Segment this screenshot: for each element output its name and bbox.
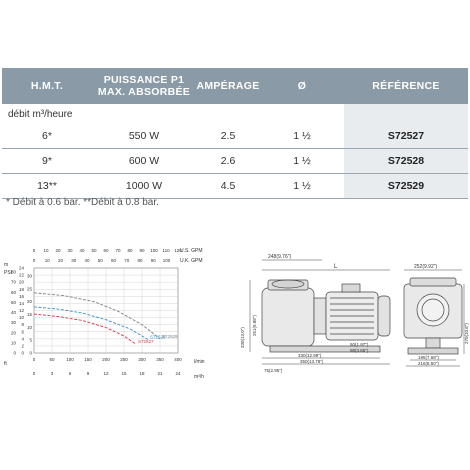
tick-m: 24 (18, 265, 24, 271)
cell-diameter: 1 ½ (260, 149, 344, 174)
dim-front-inner-height: 251(9.88") (252, 315, 257, 336)
tick-m3h: 24 (175, 371, 181, 376)
tick-ukgpm: 100 (162, 258, 171, 263)
tick-lmin: 300 (138, 357, 146, 362)
tick-ft: 80 (10, 269, 16, 275)
tick-psi: 10 (26, 324, 32, 330)
dim-front-small-a: 50(1.97") (350, 342, 369, 347)
cell-hmt: 9* (2, 149, 92, 174)
tick-m: 16 (18, 293, 24, 299)
tick-psi: 15 (26, 312, 32, 317)
table-row (2, 124, 468, 149)
tick-ft: 30 (10, 320, 16, 326)
tick-ukgpm: 0 (32, 258, 36, 263)
dim-side-top-width: 252(9.92") (414, 264, 438, 270)
cell-hmt: 6* (2, 124, 92, 149)
tick-ukgpm: 60 (110, 258, 116, 263)
spec-table (2, 68, 468, 199)
tick-psi: 30 (26, 273, 32, 279)
unit-ukgpm: U.K. GPM (180, 258, 203, 264)
series-label-S72527: S72527 (138, 339, 154, 345)
tick-usgpm: 80 (127, 248, 133, 253)
tick-ft: 40 (10, 310, 16, 315)
tick-m: 6 (21, 329, 24, 335)
tick-ukgpm: 50 (97, 258, 103, 263)
tick-usgpm: 50 (91, 248, 97, 253)
tick-m3h: 21 (157, 371, 163, 376)
series-line-S72527 (34, 314, 136, 344)
tick-lmin: 0 (32, 357, 36, 362)
side-view-drawing (404, 264, 469, 366)
cell-power: 600 W (92, 149, 196, 174)
tick-m: 4 (21, 336, 24, 342)
performance-chart (4, 248, 205, 380)
tick-ukgpm: 20 (57, 258, 64, 263)
tick-m: 12 (18, 308, 24, 313)
tick-usgpm: 70 (115, 248, 121, 253)
cell-reference: S72528 (344, 149, 468, 174)
tick-lmin: 250 (120, 357, 128, 362)
tick-m: 18 (18, 286, 24, 292)
unit-usgpm: U.S. GPM (180, 248, 203, 254)
tick-ft: 50 (10, 299, 16, 305)
unit-label: débit m³/heure (8, 108, 73, 120)
tick-usgpm: 60 (103, 248, 109, 253)
tick-m: 8 (21, 322, 24, 328)
series-label-S72528: S72528 (150, 334, 166, 340)
cell-power: 1000 W (92, 174, 196, 199)
cell-amperage: 2.5 (196, 124, 260, 149)
tick-psi: 0 (29, 350, 32, 356)
tick-lmin: 350 (156, 357, 164, 362)
front-view-drawing (240, 254, 390, 373)
unit-ref-cell (344, 104, 468, 124)
header-reference: RÉFÉRENCE (344, 68, 468, 104)
unit-ft: ft (4, 361, 7, 367)
series-label-S72529: S72529 (162, 333, 178, 339)
dim-front-left-height: 330(13.0") (240, 327, 245, 348)
table-row (2, 149, 468, 174)
tick-psi: 25 (26, 286, 32, 292)
table-header-row (2, 68, 468, 104)
tick-lmin: 150 (84, 357, 92, 362)
drawings (0, 240, 470, 390)
tick-m3h: 18 (139, 371, 145, 376)
tick-m3h: 15 (121, 371, 127, 376)
tick-psi: 20 (26, 299, 32, 305)
chart-grid (34, 268, 178, 353)
tick-usgpm: 40 (79, 248, 85, 253)
tick-usgpm: 110 (162, 248, 170, 253)
tick-ft: 0 (13, 350, 16, 356)
dim-front-l: L (334, 264, 338, 270)
cell-amperage: 4.5 (196, 174, 260, 199)
table-unit-row (2, 104, 468, 124)
tick-ukgpm: 10 (44, 258, 50, 263)
dim-front-base-width: 330(12.99") (298, 353, 322, 358)
tick-ukgpm: 40 (84, 258, 90, 263)
tick-ft: 10 (10, 340, 16, 346)
tick-usgpm: 30 (67, 248, 73, 253)
tick-m: 14 (18, 300, 24, 306)
tick-m: 2 (21, 343, 24, 349)
dim-side-bottom-a: 195(7.68") (418, 355, 439, 360)
unit-m3h: m³/h (194, 374, 204, 380)
tick-m: 22 (18, 272, 24, 278)
header-power (92, 68, 196, 104)
tick-m3h: 3 (50, 371, 54, 376)
tick-m3h: 9 (86, 371, 90, 376)
header-amperage: AMPÉRAGE (196, 68, 260, 104)
cell-amperage: 2.6 (196, 149, 260, 174)
tick-ukgpm: 30 (71, 258, 77, 263)
tick-ukgpm: 70 (124, 258, 130, 263)
dim-side-height-right: 270(10.6") (464, 323, 469, 344)
cell-power: 550 W (92, 124, 196, 149)
header-hmt: H.M.T. (2, 68, 92, 104)
tick-lmin: 400 (174, 357, 182, 362)
cell-hmt: 13** (2, 174, 92, 199)
tick-usgpm: 20 (55, 248, 61, 253)
tick-ft: 20 (10, 330, 16, 336)
table-row (2, 174, 468, 199)
tick-m: 10 (18, 315, 24, 321)
series-line-S72528 (34, 307, 148, 340)
cell-diameter: 1 ½ (260, 174, 344, 199)
tick-usgpm: 0 (32, 248, 36, 253)
tick-ukgpm: 80 (137, 258, 143, 263)
tick-m: 0 (21, 350, 24, 356)
tick-ukgpm: 90 (150, 258, 156, 263)
dim-front-base-length: 350(13.78") (300, 359, 324, 364)
unit-m: m (4, 262, 9, 268)
tick-usgpm: 90 (139, 248, 145, 253)
tick-usgpm: 10 (43, 248, 49, 253)
tick-psi: 5 (29, 337, 32, 343)
tick-lmin: 100 (66, 357, 74, 362)
dim-side-bottom-b: 216(8.50") (418, 361, 439, 366)
tick-m3h: 0 (32, 371, 36, 376)
tick-m: 20 (18, 279, 24, 285)
dim-front-total: 248(9.76") (268, 254, 292, 260)
tick-m3h: 12 (103, 371, 109, 376)
dim-front-foot: 75(2.95") (264, 368, 283, 373)
tick-m3h: 6 (68, 371, 72, 376)
header-power-line2: MAX. ABSORBÉE (97, 86, 191, 98)
tick-lmin: 200 (102, 357, 110, 362)
footnote: * Débit à 0.6 bar. **Débit à 0.8 bar. (6, 197, 159, 208)
tick-ft: 60 (10, 289, 16, 295)
header-diameter: Ø (260, 68, 344, 104)
unit-lmin: l/min (194, 359, 205, 365)
unit-psi: PSI (4, 270, 13, 276)
cell-reference: S72527 (344, 124, 468, 149)
tick-ft: 70 (10, 279, 16, 285)
dim-front-small-b: 98(3.86") (350, 348, 369, 353)
cell-reference: S72529 (344, 174, 468, 199)
header-power-line1: PUISSANCE P1 (103, 74, 185, 86)
chart-ticks (11, 248, 182, 376)
tick-lmin: 50 (49, 357, 55, 362)
tick-usgpm: 120 (174, 248, 182, 253)
spec-table-wrap (2, 68, 468, 199)
cell-diameter: 1 ½ (260, 124, 344, 149)
tick-usgpm: 100 (150, 248, 158, 253)
